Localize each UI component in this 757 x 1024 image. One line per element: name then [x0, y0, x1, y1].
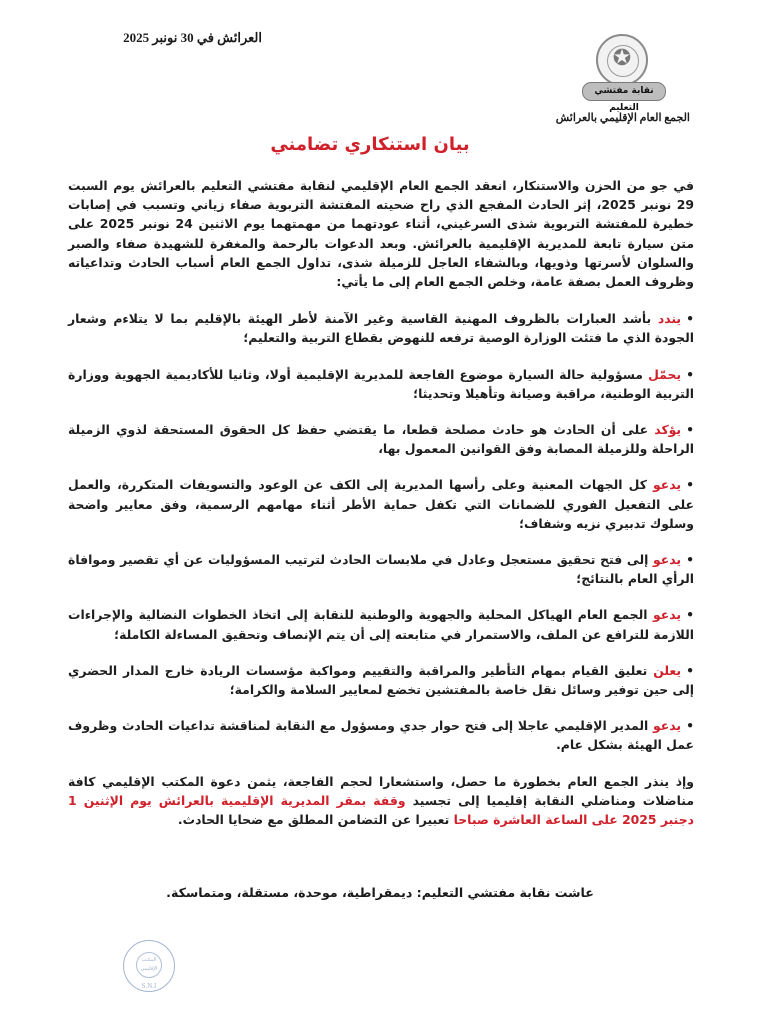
- bullet-icon: •: [686, 311, 694, 327]
- resolution-text: المدير الإقليمي عاجلا إلى فتح حوار جدي ومسؤول مع النقابة لمناقشة تداعيات الحادث وظروف عمل الهيئة بشكل عام.: [68, 718, 694, 753]
- resolution-keyword: يندد: [657, 311, 682, 327]
- resolution-text: مسؤولية حالة السيارة موضوع الفاجعة للمديرية الإقليمية أولا، وثانيا للأكاديمية الجهوية ووزارة التربية الوطنية، مراقبة وصيانة وتأهيلا وتحديثا؛: [68, 366, 694, 401]
- union-logo: [560, 34, 680, 113]
- bullet-icon: •: [686, 477, 694, 493]
- call-text-part1: وإذ ينذر الجمع العام بخطورة ما حصل، واستشعارا لحجم الفاجعة، يثمن دعوة المكتب الإقليمي كافة مناضلات ومناضلي النقابة إقليميا إلى تجسيد: [68, 773, 694, 808]
- resolution-item: [68, 716, 694, 754]
- call-highlight: وقفة بمقر المديرية الإقليمية بالعرائش يوم الإثنين 1 دجنبر 2025 على الساعة العاشرة صباحا: [68, 792, 694, 828]
- resolution-keyword: يدعو: [653, 552, 682, 568]
- stamp-inner-text: المكتب الإقليمي: [136, 952, 162, 978]
- document-title: بيان استنكاري تضامني: [270, 134, 470, 155]
- document-body: [68, 176, 694, 846]
- resolution-text: تعليق القيام بمهام التأطير والمراقبة والتقييم ومواكبة مؤسسات الريادة خارج المدار الحضري إلى حين توفير وسائل نقل خاصة بالمفتشين تخضع لمعايير السلامة والكرامة؛: [68, 662, 694, 698]
- call-text-part2: تعبيرا عن التضامن المطلق مع ضحايا الحادث.: [177, 812, 454, 828]
- resolution-keyword: يعلن: [653, 662, 682, 678]
- bullet-icon: •: [686, 422, 694, 438]
- resolution-text: الجمع العام الهياكل المحلية والجهوية والوطنية للنقابة إلى اتخاذ الخطوات النضالية والإجراءات اللازمة للترافع عن الملف، والاستمرار في متابعته إلى أن يتم الإنصاف وتحقيق المساءلة الكاملة؛: [68, 607, 694, 642]
- resolution-item: [68, 661, 694, 699]
- resolution-keyword: يدعو: [653, 607, 682, 623]
- resolution-text: على أن الحادث هو حادث مصلحة قطعا، ما يقتضي حفظ كل الحقوق المستحقة لذوي الزميلة الراحلة وللزميلة المصابة وفق القوانين المعمول بها،: [68, 422, 694, 457]
- bullet-icon: •: [686, 607, 694, 623]
- stamp-icon: [123, 940, 175, 992]
- bullet-icon: •: [686, 662, 694, 678]
- resolution-keyword: يدعو: [653, 718, 682, 734]
- stamp-initials: S.N.I: [141, 982, 157, 990]
- resolution-text: بأشد العبارات بالظروف المهنية القاسية وغير الآمنة لأطر الهيئة بالإقليم بما لا يتلاءم وشعار الجودة الذي ما فتئت الوزارة الوصية ترفعه للنهوض بقطاع التربية والتعليم؛: [68, 311, 694, 346]
- resolution-item: [68, 475, 694, 533]
- logo-band-text: نقابة مفتشي التعليم: [582, 82, 666, 101]
- resolution-list: [68, 309, 694, 754]
- resolution-keyword: يؤكد: [654, 422, 682, 438]
- organization-name: الجمع العام الإقليمي بالعرائش: [555, 112, 690, 124]
- closing-slogan: عاشت نقابة مفتشي التعليم: ديمقراطية، موحدة، مستقلة، ومتماسكة.: [166, 885, 594, 900]
- document-date: العرائش في 30 نونبر 2025: [123, 30, 262, 45]
- resolution-keyword: يدعو: [653, 477, 682, 493]
- resolution-item: [68, 605, 694, 643]
- bullet-icon: •: [686, 366, 694, 382]
- resolution-keyword: يحمّل: [648, 366, 682, 382]
- resolution-item: [68, 550, 694, 588]
- resolution-item: [68, 420, 694, 458]
- resolution-item: [68, 309, 694, 347]
- resolution-text: إلى فتح تحقيق مستعجل وعادل في ملابسات الحادث لترتيب المسؤوليات عن أي تقصير وموافاة الرأي العام بالنتائج؛: [68, 552, 694, 587]
- resolution-text: كل الجهات المعنية وعلى رأسها المديرية إلى الكف عن الوعود والتسويفات المتكررة، والعمل على التفعيل الفوري للضمانات التي تكفل حماية الأطر أثناء مهامهم الرسمية، وفق معايير واضحة وسلوك تدبيري نزيه وشفاف؛: [68, 477, 694, 531]
- star-icon: ✪: [612, 46, 632, 71]
- bullet-icon: •: [686, 552, 694, 568]
- resolution-item: [68, 365, 694, 403]
- seal-icon: [596, 34, 648, 86]
- bullet-icon: •: [686, 718, 694, 734]
- intro-paragraph: في جو من الحزن والاستنكار، انعقد الجمع العام الإقليمي لنقابة مفتشي التعليم بالعرائش يوم السبت 29 نونبر 2025، إثر الحادث المفجع الذي راح ضحيته المفتشة التربوية صفاء زياني وتسبب في إصابات خطيرة للمفتشة التربوية شذى السرغيني، أثناء عودتهما من مهمتهما يوم الاثنين 24 نونبر 2025 على متن سيارة تابعة للمديرية الإقليمية بالعرائش. وبعد الدعوات بالرحمة والمغفرة للشهيدة صفاء والصبر والسلوان لأسرتها وذويها، وبالشفاء العاجل للزميلة شذى، تداول الجمع العام أسباب الحادث وتداعياته وظروف العمل بصفة عامة، وخلص الجمع العام إلى ما يأتي:: [68, 178, 694, 290]
- call-paragraph: [68, 772, 694, 830]
